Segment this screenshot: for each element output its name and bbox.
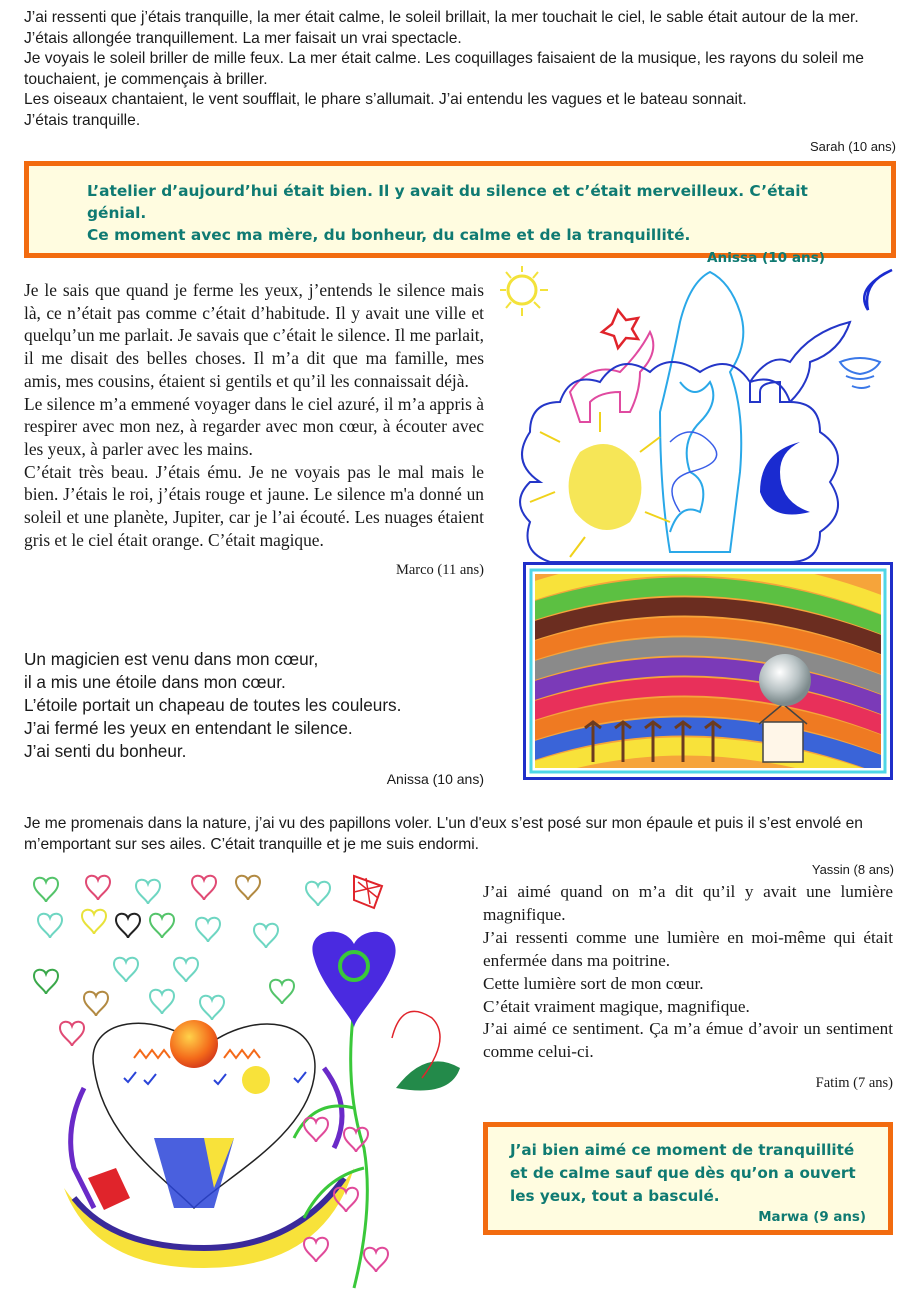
sarah-paragraph: J’étais tranquille.	[24, 111, 141, 129]
poem-signature: Anissa (10 ans)	[386, 771, 484, 787]
drawing-hearts-svg	[24, 868, 468, 1294]
poem-line: J’ai senti du bonheur.	[24, 741, 187, 761]
anissa-quote-line: Ce moment avec ma mère, du bonheur, du calme et de la tranquillité.	[87, 226, 691, 244]
sarah-signature: Sarah (10 ans)	[810, 139, 896, 154]
sarah-text-block	[24, 8, 896, 158]
poem-line: J’ai fermé les yeux en entendant le silence.	[24, 718, 353, 738]
anissa-quote-box	[24, 161, 896, 266]
marco-signature: Marco (11 ans)	[395, 562, 484, 579]
marwa-quote-box	[483, 1122, 893, 1235]
fatim-paragraph: C’était vraiment magique, magnifique.	[483, 996, 750, 1016]
drawing-hearts	[24, 868, 468, 1294]
anissa-quote-text	[87, 180, 871, 246]
anissa-quote-signature: Anissa (10 ans)	[707, 250, 825, 266]
drawing-sky-clouds	[500, 262, 900, 564]
drawing-rainbow-svg	[523, 562, 893, 780]
fatim-paragraph: Cette lumière sort de mon cœur.	[483, 973, 704, 993]
drawing-rainbow	[523, 562, 893, 780]
marwa-quote-signature: Marwa (9 ans)	[758, 1210, 866, 1225]
sarah-paragraph: J’ai ressenti que j’étais tranquille, la mer était calme, le soleil brillait, la mer touchait le ciel, le sable était autour de la mer. J’étais allongée tranquillement. La mer faisait un vrai spectacle.	[24, 9, 859, 47]
poem-line: il a mis une étoile dans mon cœur.	[24, 672, 286, 692]
fatim-paragraph: J’ai ressenti comme une lumière en moi-même qui était enfermée dans ma poitrine.	[483, 927, 893, 970]
sarah-paragraph: Les oiseaux chantaient, le vent soufflait, le phare s’allumait. J’ai entendu les vagues et le bateau sonnait.	[24, 91, 747, 108]
sarah-paragraph: Je voyais le soleil briller de mille feux. La mer était calme. Les coquillages faisaient de la musique, les rayons du soleil me touchaient, je commençais à briller.	[24, 50, 864, 88]
anissa-quote-line: L’atelier d’aujourd’hui était bien. Il y avait du silence et c’était merveilleux. C’était génial.	[87, 182, 808, 222]
yassin-signature: Yassin (8 ans)	[811, 862, 894, 877]
yassin-paragraph: Je me promenais dans la nature, j’ai vu des papillons voler. L'un d'eux s’est posé sur mon épaule et puis il s’est envolé en m’emportant sur ses ailes. C’était tranquille et je me suis endormi.	[24, 815, 863, 853]
poem-line: L’étoile portait un chapeau de toutes les couleurs.	[24, 695, 402, 715]
fatim-signature: Fatim (7 ans)	[815, 1075, 893, 1092]
drawing-sky-clouds-svg	[500, 262, 900, 564]
poem-line: Un magicien est venu dans mon cœur,	[24, 649, 319, 669]
fatim-text-block	[483, 881, 893, 1095]
marco-text-block	[24, 279, 484, 582]
marwa-quote-text: J’ai bien aimé ce moment de tranquillité et de calme sauf que dès qu’on a ouvert les yeux, tout a basculé.	[510, 1141, 856, 1205]
fatim-paragraph: J’ai aimé quand on m’a dit qu’il y avait une lumière magnifique.	[483, 882, 893, 924]
fatim-paragraph: J’ai aimé ce sentiment. Ça m’a émue d’avoir un sentiment comme celui-ci.	[483, 1019, 893, 1062]
marco-paragraph: C’était très beau. J’étais ému. Je ne voyais pas le mal mais le bien. J’étais le roi, j’étais rouge et jaune. Le silence m'a donné un soleil et une planète, Jupiter, car je l’ai écouté. Les nuages étaient gris et le ciel était orange. C’était magique.	[24, 461, 484, 550]
marco-paragraph: Le silence m’a emmené voyager dans le ciel azuré, il m’a appris à respirer avec mon nez, à regarder avec mon cœur, à écouter avec les yeux, à parler avec les mains.	[24, 393, 484, 459]
marco-paragraph: Je le sais que quand je ferme les yeux, j’entends le silence mais là, ce n’était pas comme c’était d’habitude. Il y avait une ville et quelqu’un me parlait. Je savais que c’était le silence. Il me parlait, il me disait des belles choses. Il m’a dit que ma famille, mes amis, mes cousins, étaient si gentils et qu’il les connaissait déjà.	[24, 280, 484, 391]
anissa-poem-block	[24, 648, 484, 791]
